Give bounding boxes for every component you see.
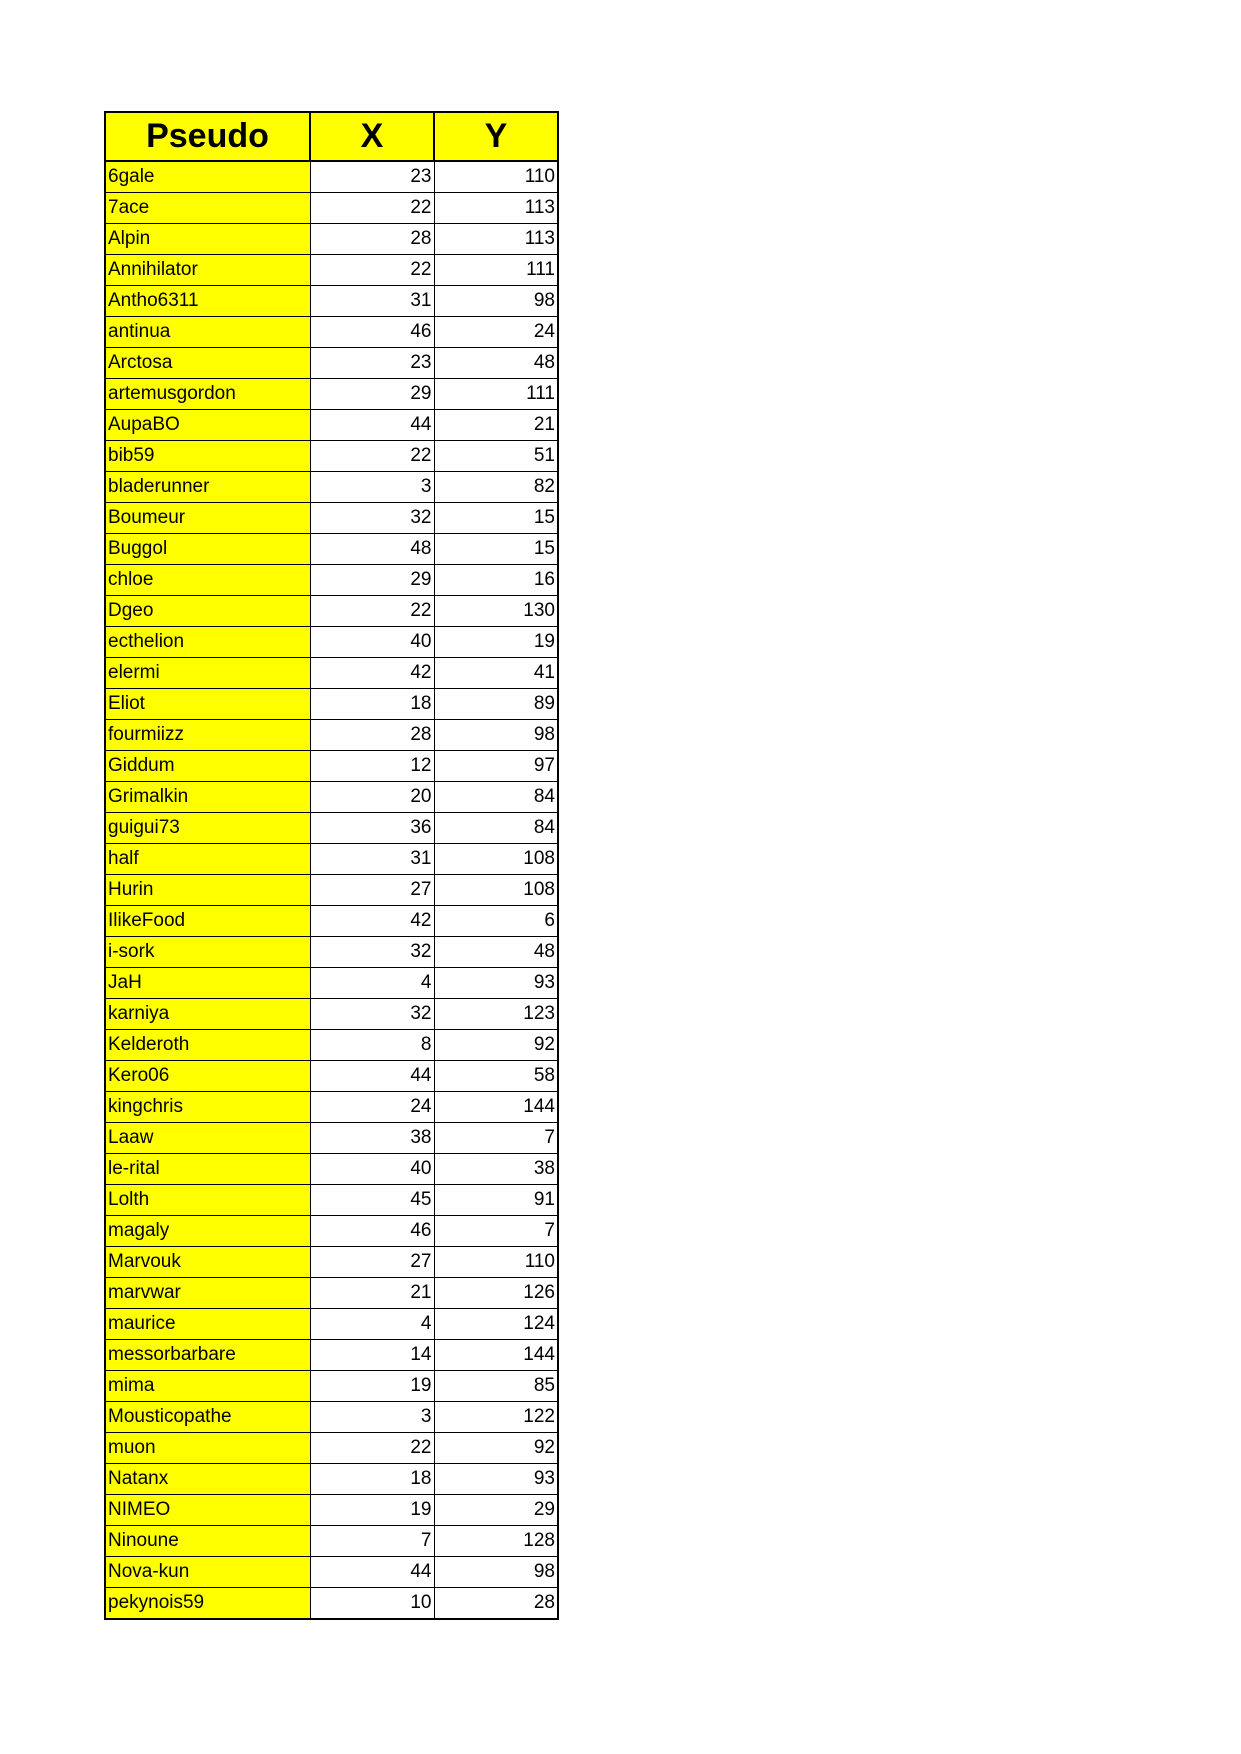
- pseudo-cell[interactable]: 7ace: [105, 193, 310, 224]
- x-cell[interactable]: 28: [310, 720, 434, 751]
- table-row: [105, 1278, 558, 1309]
- y-cell[interactable]: 41: [434, 658, 558, 689]
- pseudo-cell[interactable]: i-sork: [105, 937, 310, 968]
- pseudo-cell[interactable]: bib59: [105, 441, 310, 472]
- table-row: [105, 844, 558, 875]
- x-cell[interactable]: 48: [310, 534, 434, 565]
- pseudo-cell[interactable]: maurice: [105, 1309, 310, 1340]
- pseudo-cell[interactable]: Kelderoth: [105, 1030, 310, 1061]
- table-row: [105, 720, 558, 751]
- pseudo-cell[interactable]: Hurin: [105, 875, 310, 906]
- pseudo-cell[interactable]: AupaBO: [105, 410, 310, 441]
- coordinates-table: [104, 111, 559, 1620]
- y-cell[interactable]: 48: [434, 348, 558, 379]
- table-row: [105, 1588, 558, 1620]
- x-cell[interactable]: 31: [310, 286, 434, 317]
- pseudo-cell[interactable]: Eliot: [105, 689, 310, 720]
- table-row: [105, 348, 558, 379]
- x-cell[interactable]: 38: [310, 1123, 434, 1154]
- table-row: [105, 1495, 558, 1526]
- y-cell[interactable]: 24: [434, 317, 558, 348]
- pseudo-cell[interactable]: antinua: [105, 317, 310, 348]
- y-cell[interactable]: 110: [434, 1247, 558, 1278]
- y-cell[interactable]: 122: [434, 1402, 558, 1433]
- y-cell[interactable]: 124: [434, 1309, 558, 1340]
- pseudo-cell[interactable]: Mousticopathe: [105, 1402, 310, 1433]
- table-header: [105, 112, 558, 161]
- table-row: [105, 813, 558, 844]
- table-body: [105, 161, 558, 1619]
- y-cell[interactable]: 38: [434, 1154, 558, 1185]
- x-cell[interactable]: 22: [310, 193, 434, 224]
- pseudo-cell[interactable]: Natanx: [105, 1464, 310, 1495]
- table-row: [105, 161, 558, 193]
- y-cell[interactable]: 21: [434, 410, 558, 441]
- y-cell[interactable]: 126: [434, 1278, 558, 1309]
- y-cell[interactable]: 82: [434, 472, 558, 503]
- x-cell[interactable]: 44: [310, 1061, 434, 1092]
- y-cell[interactable]: 98: [434, 1557, 558, 1588]
- table-row: [105, 1247, 558, 1278]
- pseudo-cell[interactable]: Kero06: [105, 1061, 310, 1092]
- x-cell[interactable]: 32: [310, 937, 434, 968]
- x-cell[interactable]: 27: [310, 1247, 434, 1278]
- x-cell[interactable]: 21: [310, 1278, 434, 1309]
- x-cell[interactable]: 7: [310, 1526, 434, 1557]
- header-y[interactable]: Y: [434, 112, 558, 161]
- y-cell[interactable]: 130: [434, 596, 558, 627]
- table-row: [105, 999, 558, 1030]
- table-row: [105, 1123, 558, 1154]
- pseudo-cell[interactable]: Lolth: [105, 1185, 310, 1216]
- y-cell[interactable]: 128: [434, 1526, 558, 1557]
- pseudo-cell[interactable]: IlikeFood: [105, 906, 310, 937]
- x-cell[interactable]: 31: [310, 844, 434, 875]
- y-cell[interactable]: 16: [434, 565, 558, 596]
- y-cell[interactable]: 84: [434, 782, 558, 813]
- y-cell[interactable]: 85: [434, 1371, 558, 1402]
- y-cell[interactable]: 28: [434, 1588, 558, 1620]
- pseudo-cell[interactable]: messorbarbare: [105, 1340, 310, 1371]
- table-row: [105, 1371, 558, 1402]
- x-cell[interactable]: 3: [310, 1402, 434, 1433]
- pseudo-cell[interactable]: le-rital: [105, 1154, 310, 1185]
- x-cell[interactable]: 22: [310, 1433, 434, 1464]
- x-cell[interactable]: 46: [310, 1216, 434, 1247]
- y-cell[interactable]: 58: [434, 1061, 558, 1092]
- y-cell[interactable]: 98: [434, 720, 558, 751]
- x-cell[interactable]: 42: [310, 658, 434, 689]
- pseudo-cell[interactable]: 6gale: [105, 161, 310, 193]
- pseudo-cell[interactable]: Dgeo: [105, 596, 310, 627]
- y-cell[interactable]: 15: [434, 534, 558, 565]
- table-row: [105, 906, 558, 937]
- y-cell[interactable]: 144: [434, 1340, 558, 1371]
- pseudo-cell[interactable]: Laaw: [105, 1123, 310, 1154]
- pseudo-cell[interactable]: Ninoune: [105, 1526, 310, 1557]
- y-cell[interactable]: 113: [434, 193, 558, 224]
- x-cell[interactable]: 29: [310, 379, 434, 410]
- table-row: [105, 1309, 558, 1340]
- x-cell[interactable]: 20: [310, 782, 434, 813]
- table-row: [105, 1557, 558, 1588]
- x-cell[interactable]: 28: [310, 224, 434, 255]
- y-cell[interactable]: 113: [434, 224, 558, 255]
- y-cell[interactable]: 111: [434, 379, 558, 410]
- x-cell[interactable]: 4: [310, 1309, 434, 1340]
- y-cell[interactable]: 98: [434, 286, 558, 317]
- table-row: [105, 503, 558, 534]
- table-row: [105, 968, 558, 999]
- table-row: [105, 1154, 558, 1185]
- y-cell[interactable]: 111: [434, 255, 558, 286]
- x-cell[interactable]: 32: [310, 999, 434, 1030]
- x-cell[interactable]: 23: [310, 348, 434, 379]
- table-row: [105, 317, 558, 348]
- table-row: [105, 472, 558, 503]
- pseudo-cell[interactable]: marvwar: [105, 1278, 310, 1309]
- y-cell[interactable]: 108: [434, 844, 558, 875]
- y-cell[interactable]: 92: [434, 1030, 558, 1061]
- pseudo-cell[interactable]: NIMEO: [105, 1495, 310, 1526]
- pseudo-cell[interactable]: Marvouk: [105, 1247, 310, 1278]
- table-row: [105, 1526, 558, 1557]
- table-row: [105, 1030, 558, 1061]
- y-cell[interactable]: 91: [434, 1185, 558, 1216]
- x-cell[interactable]: 40: [310, 1154, 434, 1185]
- table-row: [105, 255, 558, 286]
- table-row: [105, 596, 558, 627]
- table-row: [105, 193, 558, 224]
- x-cell[interactable]: 24: [310, 1092, 434, 1123]
- y-cell[interactable]: 19: [434, 627, 558, 658]
- header-pseudo[interactable]: Pseudo: [105, 112, 310, 161]
- pseudo-cell[interactable]: Arctosa: [105, 348, 310, 379]
- y-cell[interactable]: 108: [434, 875, 558, 906]
- table-row: [105, 1402, 558, 1433]
- x-cell[interactable]: 22: [310, 255, 434, 286]
- pseudo-cell[interactable]: Annihilator: [105, 255, 310, 286]
- table-row: [105, 1464, 558, 1495]
- table-row: [105, 1092, 558, 1123]
- table-row: [105, 224, 558, 255]
- x-cell[interactable]: 22: [310, 441, 434, 472]
- table-row: [105, 937, 558, 968]
- x-cell[interactable]: 27: [310, 875, 434, 906]
- pseudo-cell[interactable]: artemusgordon: [105, 379, 310, 410]
- x-cell[interactable]: 29: [310, 565, 434, 596]
- x-cell[interactable]: 18: [310, 1464, 434, 1495]
- header-row: [105, 112, 558, 161]
- pseudo-cell[interactable]: guigui73: [105, 813, 310, 844]
- table-row: [105, 565, 558, 596]
- table-row: [105, 1216, 558, 1247]
- pseudo-cell[interactable]: Alpin: [105, 224, 310, 255]
- table-row: [105, 689, 558, 720]
- pseudo-cell[interactable]: Giddum: [105, 751, 310, 782]
- table-row: [105, 782, 558, 813]
- pseudo-cell[interactable]: Buggol: [105, 534, 310, 565]
- x-cell[interactable]: 42: [310, 906, 434, 937]
- table-row: [105, 1185, 558, 1216]
- y-cell[interactable]: 7: [434, 1216, 558, 1247]
- pseudo-cell[interactable]: magaly: [105, 1216, 310, 1247]
- pseudo-cell[interactable]: chloe: [105, 565, 310, 596]
- y-cell[interactable]: 84: [434, 813, 558, 844]
- table-row: [105, 534, 558, 565]
- table-row: [105, 875, 558, 906]
- x-cell[interactable]: 19: [310, 1371, 434, 1402]
- table-row: [105, 286, 558, 317]
- x-cell[interactable]: 12: [310, 751, 434, 782]
- pseudo-cell[interactable]: ecthelion: [105, 627, 310, 658]
- x-cell[interactable]: 44: [310, 1557, 434, 1588]
- pseudo-cell[interactable]: mima: [105, 1371, 310, 1402]
- pseudo-cell[interactable]: Grimalkin: [105, 782, 310, 813]
- x-cell[interactable]: 4: [310, 968, 434, 999]
- x-cell[interactable]: 45: [310, 1185, 434, 1216]
- y-cell[interactable]: 48: [434, 937, 558, 968]
- pseudo-cell[interactable]: pekynois59: [105, 1588, 310, 1620]
- pseudo-cell[interactable]: half: [105, 844, 310, 875]
- x-cell[interactable]: 10: [310, 1588, 434, 1620]
- x-cell[interactable]: 14: [310, 1340, 434, 1371]
- x-cell[interactable]: 44: [310, 410, 434, 441]
- pseudo-cell[interactable]: Boumeur: [105, 503, 310, 534]
- x-cell[interactable]: 3: [310, 472, 434, 503]
- pseudo-cell[interactable]: JaH: [105, 968, 310, 999]
- table-row: [105, 379, 558, 410]
- x-cell[interactable]: 22: [310, 596, 434, 627]
- x-cell[interactable]: 8: [310, 1030, 434, 1061]
- y-cell[interactable]: 89: [434, 689, 558, 720]
- x-cell[interactable]: 40: [310, 627, 434, 658]
- x-cell[interactable]: 32: [310, 503, 434, 534]
- table-row: [105, 751, 558, 782]
- y-cell[interactable]: 29: [434, 1495, 558, 1526]
- pseudo-cell[interactable]: Nova-kun: [105, 1557, 310, 1588]
- y-cell[interactable]: 15: [434, 503, 558, 534]
- pseudo-cell[interactable]: elermi: [105, 658, 310, 689]
- y-cell[interactable]: 92: [434, 1433, 558, 1464]
- pseudo-cell[interactable]: fourmiizz: [105, 720, 310, 751]
- pseudo-cell[interactable]: bladerunner: [105, 472, 310, 503]
- table-row: [105, 1061, 558, 1092]
- y-cell[interactable]: 123: [434, 999, 558, 1030]
- y-cell[interactable]: 110: [434, 161, 558, 193]
- table-row: [105, 627, 558, 658]
- pseudo-cell[interactable]: karniya: [105, 999, 310, 1030]
- header-x[interactable]: X: [310, 112, 434, 161]
- table-row: [105, 1433, 558, 1464]
- table-row: [105, 441, 558, 472]
- table-row: [105, 658, 558, 689]
- y-cell[interactable]: 51: [434, 441, 558, 472]
- y-cell[interactable]: 97: [434, 751, 558, 782]
- x-cell[interactable]: 46: [310, 317, 434, 348]
- pseudo-cell[interactable]: muon: [105, 1433, 310, 1464]
- pseudo-cell[interactable]: kingchris: [105, 1092, 310, 1123]
- y-cell[interactable]: 93: [434, 1464, 558, 1495]
- pseudo-cell[interactable]: Antho6311: [105, 286, 310, 317]
- y-cell[interactable]: 6: [434, 906, 558, 937]
- x-cell[interactable]: 19: [310, 1495, 434, 1526]
- x-cell[interactable]: 36: [310, 813, 434, 844]
- x-cell[interactable]: 23: [310, 161, 434, 193]
- y-cell[interactable]: 144: [434, 1092, 558, 1123]
- x-cell[interactable]: 18: [310, 689, 434, 720]
- table-row: [105, 410, 558, 441]
- table-row: [105, 1340, 558, 1371]
- y-cell[interactable]: 93: [434, 968, 558, 999]
- y-cell[interactable]: 7: [434, 1123, 558, 1154]
